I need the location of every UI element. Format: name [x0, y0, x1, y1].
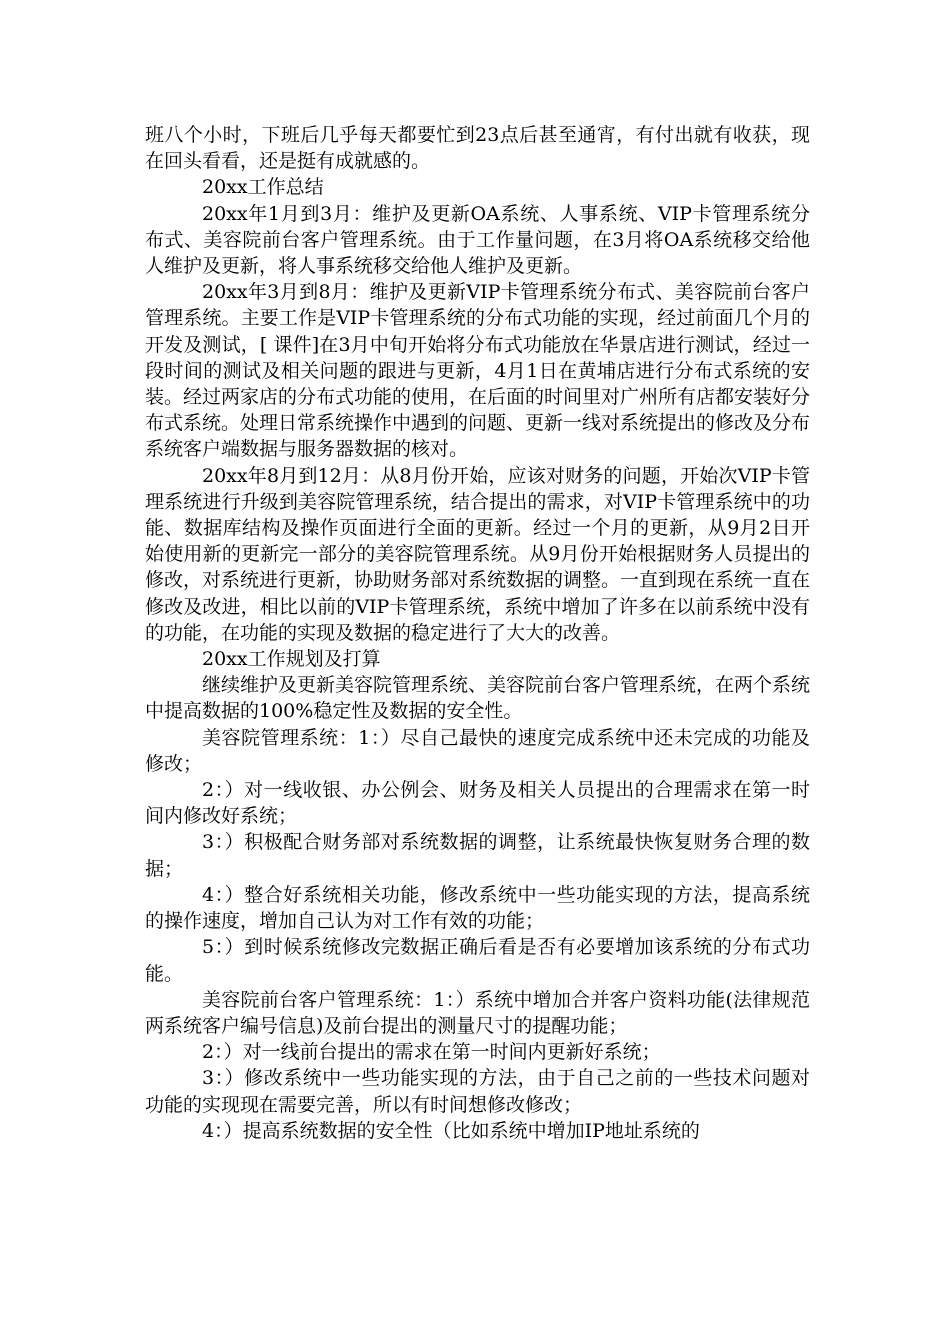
list-item: 2：）对一线前台提出的需求在第一时间内更新好系统；: [202, 1041, 661, 1064]
document-body: [145, 122, 810, 1144]
list-item: 美容院管理系统：1：）尽自己最快的速度完成系统中还未完成的功能及修改；: [145, 726, 810, 775]
paragraph-mar-aug: 20xx年3月到8月：维护及更新VIP卡管理系统分布式、美容院前台客户管理系统。主要工作是VIP卡管理系统的分布式功能的实现，经过前面几个月的开发及测试，[ 课件]在3月中旬开始将分布式功能放在华景店进行测试，经过一段时间的测试及相关问题的跟进与更新，4月1日在黄埔店进行分布式系统的安装。经过两家店的分布式功能的使用，在后面的时间里对广州所有店都安装好分布式系统。处理日常系统操作中遇到的问题、更新一线对系统提出的修改及分布系统客户端数据与服务器数据的核对。: [145, 281, 811, 461]
list-item: 4：）整合好系统相关功能，修改系统中一些功能实现的方法，提高系统的操作速度，增加自己认为对工作有效的功能；: [145, 883, 810, 933]
list-item: 4：）提高系统数据的安全性（比如系统中增加IP地址系统的: [202, 1119, 700, 1142]
list-item: 3：）积极配合财务部对系统数据的调整，让系统最快恢复财务合理的数据；: [145, 831, 810, 880]
paragraph-jan-mar: 20xx年1月到3月：维护及更新OA系统、人事系统、VIP卡管理系统分布式、美容院前台客户管理系统。由于工作量问题，在3月将OA系统移交给他人维护及更新，将人事系统移交给他人维护及更新。: [145, 202, 810, 278]
heading-summary: 20xx工作总结: [202, 176, 324, 199]
paragraph-continuation: 班八个小时，下班后几乎每天都要忙到23点后甚至通宵，有付出就有收获，现在回头看看，还是挺有成就感的。: [145, 124, 810, 173]
heading-plan: 20xx工作规划及打算: [202, 648, 381, 671]
list-item: 2：）对一线收银、办公例会、财务及相关人员提出的合理需求在第一时间内修改好系统；: [145, 779, 810, 828]
list-item: 5：）到时候系统修改完数据正确后看是否有必要增加该系统的分布式功能。: [145, 936, 810, 985]
list-item: 3：）修改系统中一些功能实现的方法，由于自己之前的一些技术问题对功能的实现现在需要完善，所以有时间想修改修改；: [145, 1067, 810, 1116]
list-item: 美容院前台客户管理系统：1：）系统中增加合并客户资料功能(法律规范两系统客户编号信息)及前台提出的测量尺寸的提醒功能；: [145, 988, 810, 1037]
paragraph-aug-dec: 20xx年8月到12月：从8月份开始，应该对财务的问题，开始次VIP卡管理系统进行升级到美容院管理系统，结合提出的需求，对VIP卡管理系统中的功能、数据库结构及操作页面进行全面的更新。经过一个月的更新，从9月2日开始使用新的更新完一部分的美容院管理系统。从9月份开始根据财务人员提出的修改，对系统进行更新，协助财务部对系统数据的调整。一直到现在系统一直在修改及改进，相比以前的VIP卡管理系统，系统中增加了许多在以前系统中没有的功能，在功能的实现及数据的稳定进行了大大的改善。: [145, 464, 811, 644]
paragraph-plan-intro: 继续维护及更新美容院管理系统、美容院前台客户管理系统，在两个系统中提高数据的100%稳定性及数据的安全性。: [145, 674, 811, 723]
